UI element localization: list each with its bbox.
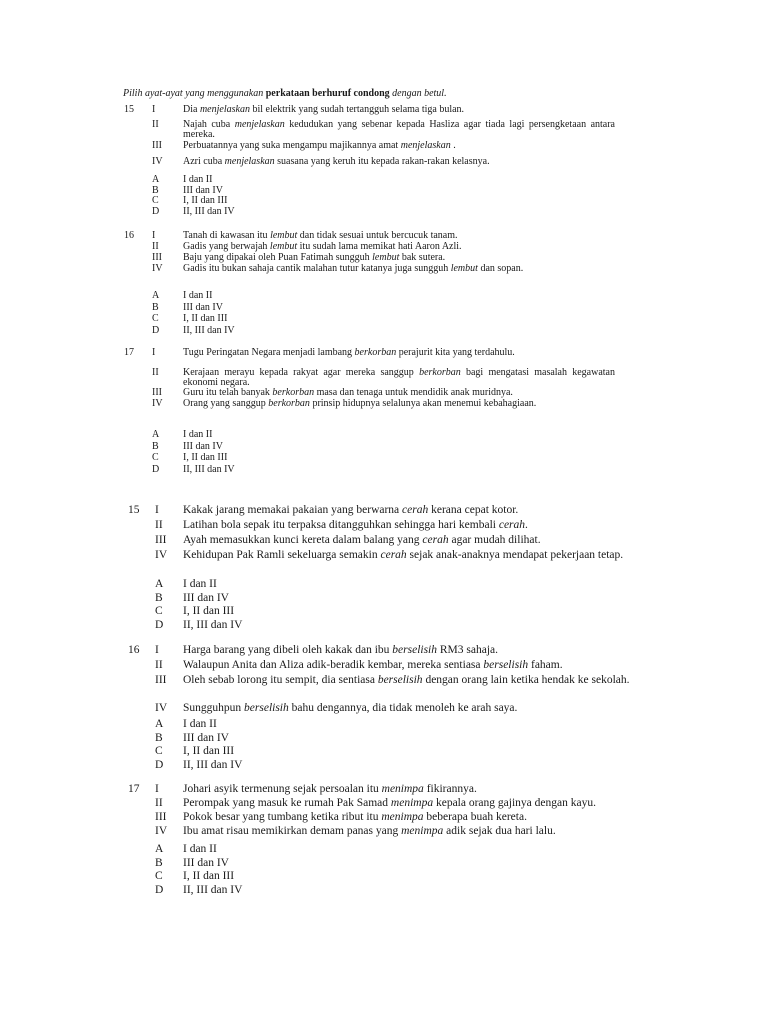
- option-letter[interactable]: A: [155, 843, 164, 855]
- option-letter[interactable]: D: [152, 324, 160, 336]
- option-letter[interactable]: A: [152, 429, 160, 440]
- statement-text: Azri cuba menjelaskan suasana yang keruh itu kepada rakan-rakan kelasnya.: [183, 156, 490, 167]
- option-text[interactable]: I, II dan III: [183, 313, 228, 324]
- italic-word: berselisih: [244, 702, 289, 714]
- statement-text: Perompak yang masuk ke rumah Pak Samad menimpa kepala orang gajinya dengan kayu.: [183, 797, 596, 809]
- italic-word: menimpa: [401, 825, 444, 837]
- statement-text: Pokok besar yang tumbang ketika ribut itu menimpa beberapa buah kereta.: [183, 811, 527, 823]
- italic-word: cerah: [498, 519, 526, 531]
- option-text[interactable]: I dan II: [183, 290, 213, 301]
- option-letter[interactable]: A: [155, 718, 164, 730]
- statement-text: Walaupun Anita dan Aliza adik-beradik kembar, mereka sentiasa berselisih faham.: [183, 659, 563, 671]
- option-text[interactable]: III dan IV: [183, 731, 229, 744]
- option-letter[interactable]: D: [152, 205, 160, 217]
- option-letter[interactable]: C: [152, 195, 159, 206]
- option-text[interactable]: I, II dan III: [183, 870, 235, 882]
- statement-text: Dia menjelaskan bil elektrik yang sudah tertangguh selama tiga bulan.: [183, 104, 465, 115]
- statement-text: Kakak jarang memakai pakaian yang berwarna cerah kerana cepat kotor.: [183, 504, 519, 516]
- option-text[interactable]: I dan II: [183, 718, 217, 730]
- option-text[interactable]: I dan II: [183, 429, 213, 440]
- option-text[interactable]: III dan IV: [183, 856, 229, 869]
- statement-text: Najah cuba menjelaskan kedudukan yang sebenar kepada Hasliza agar tiada lagi persengketaan antara mereka.: [183, 119, 615, 140]
- statement-roman: IV: [152, 263, 163, 274]
- question-number: 17: [128, 783, 140, 795]
- statement-text: Baju yang dipakai oleh Puan Fatimah sungguh lembut bak sutera.: [183, 252, 446, 263]
- option-letter[interactable]: D: [155, 883, 164, 896]
- option-text[interactable]: III dan IV: [183, 301, 223, 313]
- statement-text: Kerajaan merayu kepada rakyat agar mereka sanggup berkorban bagi mengatasi masalah kegawatan ekonomi negara.: [183, 367, 615, 388]
- option-letter[interactable]: C: [152, 452, 159, 463]
- italic-word: menjelaskan: [234, 119, 285, 130]
- statement-roman: IV: [155, 549, 168, 561]
- option-letter[interactable]: D: [152, 463, 160, 475]
- statement-text: Perbuatannya yang suka mengampu majikannya amat menjelaskan .: [183, 140, 456, 151]
- option-letter[interactable]: A: [152, 290, 160, 301]
- italic-word: berkorban: [268, 398, 310, 409]
- statement-roman: II: [155, 519, 163, 531]
- statement-text: Kehidupan Pak Ramli sekeluarga semakin cerah sejak anak-anaknya mendapat pekerjaan tetap.: [183, 549, 624, 561]
- statement-roman: I: [155, 644, 159, 656]
- italic-word: menjelaskan: [199, 104, 250, 115]
- italic-word: lembut: [372, 252, 400, 263]
- statement-text: Orang yang sanggup berkorban prinsip hidupnya selalunya akan menemui kebahagiaan.: [183, 398, 537, 409]
- italic-word: menjelaskan: [224, 156, 275, 167]
- italic-word: menjelaskan: [400, 140, 451, 151]
- option-text[interactable]: II, III dan IV: [183, 883, 243, 896]
- question-number: 15: [128, 504, 140, 516]
- statement-roman: II: [152, 367, 159, 378]
- option-text[interactable]: II, III dan IV: [183, 205, 235, 217]
- option-letter[interactable]: B: [152, 184, 159, 196]
- option-letter[interactable]: A: [155, 578, 164, 590]
- statement-roman: IV: [155, 825, 168, 837]
- option-letter[interactable]: B: [155, 591, 163, 604]
- question-number: 17: [124, 347, 134, 358]
- statement-text: Gadis yang berwajah lembut itu sudah lama memikat hati Aaron Azli.: [183, 241, 462, 252]
- statement-roman: III: [155, 674, 167, 686]
- option-text[interactable]: I, II dan III: [183, 452, 228, 463]
- italic-word: berkorban: [272, 387, 315, 398]
- option-letter[interactable]: D: [155, 758, 164, 771]
- option-letter[interactable]: C: [155, 870, 163, 882]
- option-text[interactable]: III dan IV: [183, 591, 229, 604]
- statement-roman: III: [152, 140, 162, 151]
- statement-text: Harga barang yang dibeli oleh kakak dan ibu berselisih RM3 sahaja.: [183, 644, 499, 656]
- statement-roman: II: [155, 659, 163, 671]
- statement-roman: IV: [152, 156, 163, 167]
- statement-roman: III: [152, 387, 162, 398]
- statement-text: Tugu Peringatan Negara menjadi lambang berkorban perajurit kita yang terdahulu.: [183, 347, 515, 358]
- option-text[interactable]: III dan IV: [183, 184, 223, 196]
- statement-roman: I: [152, 347, 156, 358]
- option-text[interactable]: II, III dan IV: [183, 618, 243, 631]
- question-number: 15: [124, 104, 134, 115]
- statement-text: Guru itu telah banyak berkorban masa dan tenaga untuk mendidik anak muridnya.: [183, 387, 513, 398]
- option-text[interactable]: III dan IV: [183, 440, 223, 452]
- italic-word: cerah: [380, 549, 407, 561]
- option-letter[interactable]: B: [152, 301, 159, 313]
- statement-roman: IV: [152, 398, 163, 409]
- instruction-text: Pilih ayat-ayat yang menggunakan perkataan berhuruf condong dengan betul.: [123, 88, 447, 99]
- option-letter[interactable]: C: [152, 313, 159, 324]
- statement-text: Oleh sebab lorong itu sempit, dia sentiasa berselisih dengan orang lain ketika hendak ke sekolah.: [183, 674, 630, 686]
- statement-roman: IV: [155, 702, 168, 714]
- option-letter[interactable]: C: [155, 605, 163, 617]
- italic-word: berselisih: [392, 644, 438, 656]
- option-letter[interactable]: C: [155, 745, 163, 757]
- option-text[interactable]: II, III dan IV: [183, 324, 235, 336]
- option-text[interactable]: II, III dan IV: [183, 758, 243, 771]
- statement-roman: III: [155, 811, 167, 823]
- statement-text: Latihan bola sepak itu terpaksa ditangguhkan sehingga hari kembali cerah.: [183, 519, 528, 531]
- statement-text: Ibu amat risau memikirkan demam panas yang menimpa adik sejak dua hari lalu.: [183, 825, 556, 837]
- option-text[interactable]: II, III dan IV: [183, 463, 235, 475]
- option-text[interactable]: I, II dan III: [183, 195, 228, 206]
- italic-word: cerah: [422, 534, 449, 546]
- question-number: 16: [124, 230, 134, 241]
- option-text[interactable]: I, II dan III: [183, 745, 235, 757]
- statement-roman: II: [155, 797, 163, 809]
- option-letter[interactable]: B: [155, 856, 163, 869]
- option-letter[interactable]: D: [155, 618, 164, 631]
- statement-roman: III: [152, 252, 162, 263]
- statement-roman: III: [155, 534, 167, 546]
- statement-text: Tanah di kawasan itu lembut dan tidak sesuai untuk bercucuk tanam.: [183, 230, 458, 241]
- italic-word: lembut: [270, 230, 298, 241]
- option-text[interactable]: I, II dan III: [183, 605, 235, 617]
- statement-text: Sungguhpun berselisih bahu dengannya, dia tidak menoleh ke arah saya.: [183, 702, 518, 714]
- italic-word: menimpa: [381, 811, 424, 823]
- option-letter[interactable]: B: [152, 440, 159, 452]
- statement-roman: I: [155, 504, 159, 516]
- option-text[interactable]: I dan II: [183, 174, 213, 185]
- italic-word: lembut: [450, 263, 478, 274]
- italic-word: menimpa: [390, 797, 434, 809]
- option-text[interactable]: I dan II: [183, 843, 217, 855]
- italic-word: lembut: [269, 241, 298, 252]
- statement-text: Johari asyik termenung sejak persoalan itu menimpa fikirannya.: [183, 783, 477, 795]
- statement-roman: II: [152, 241, 159, 252]
- option-text[interactable]: I dan II: [183, 578, 217, 590]
- italic-word: berkorban: [354, 347, 397, 358]
- statement-text: Ayah memasukkan kunci kereta dalam balang yang cerah agar mudah dilihat.: [183, 534, 541, 546]
- statement-text: Gadis itu bukan sahaja cantik malahan tutur katanya juga sungguh lembut dan sopan.: [183, 263, 524, 274]
- statement-roman: I: [152, 104, 156, 115]
- statement-roman: I: [155, 783, 159, 795]
- statement-roman: II: [152, 119, 159, 130]
- option-letter[interactable]: A: [152, 174, 160, 185]
- italic-word: cerah: [402, 504, 429, 516]
- italic-word: berselisih: [377, 674, 423, 686]
- italic-word: menimpa: [381, 783, 424, 795]
- option-letter[interactable]: B: [155, 731, 163, 744]
- question-number: 16: [128, 644, 140, 656]
- statement-roman: I: [152, 230, 156, 241]
- italic-word: berselisih: [483, 659, 529, 671]
- italic-word: berkorban: [419, 367, 461, 378]
